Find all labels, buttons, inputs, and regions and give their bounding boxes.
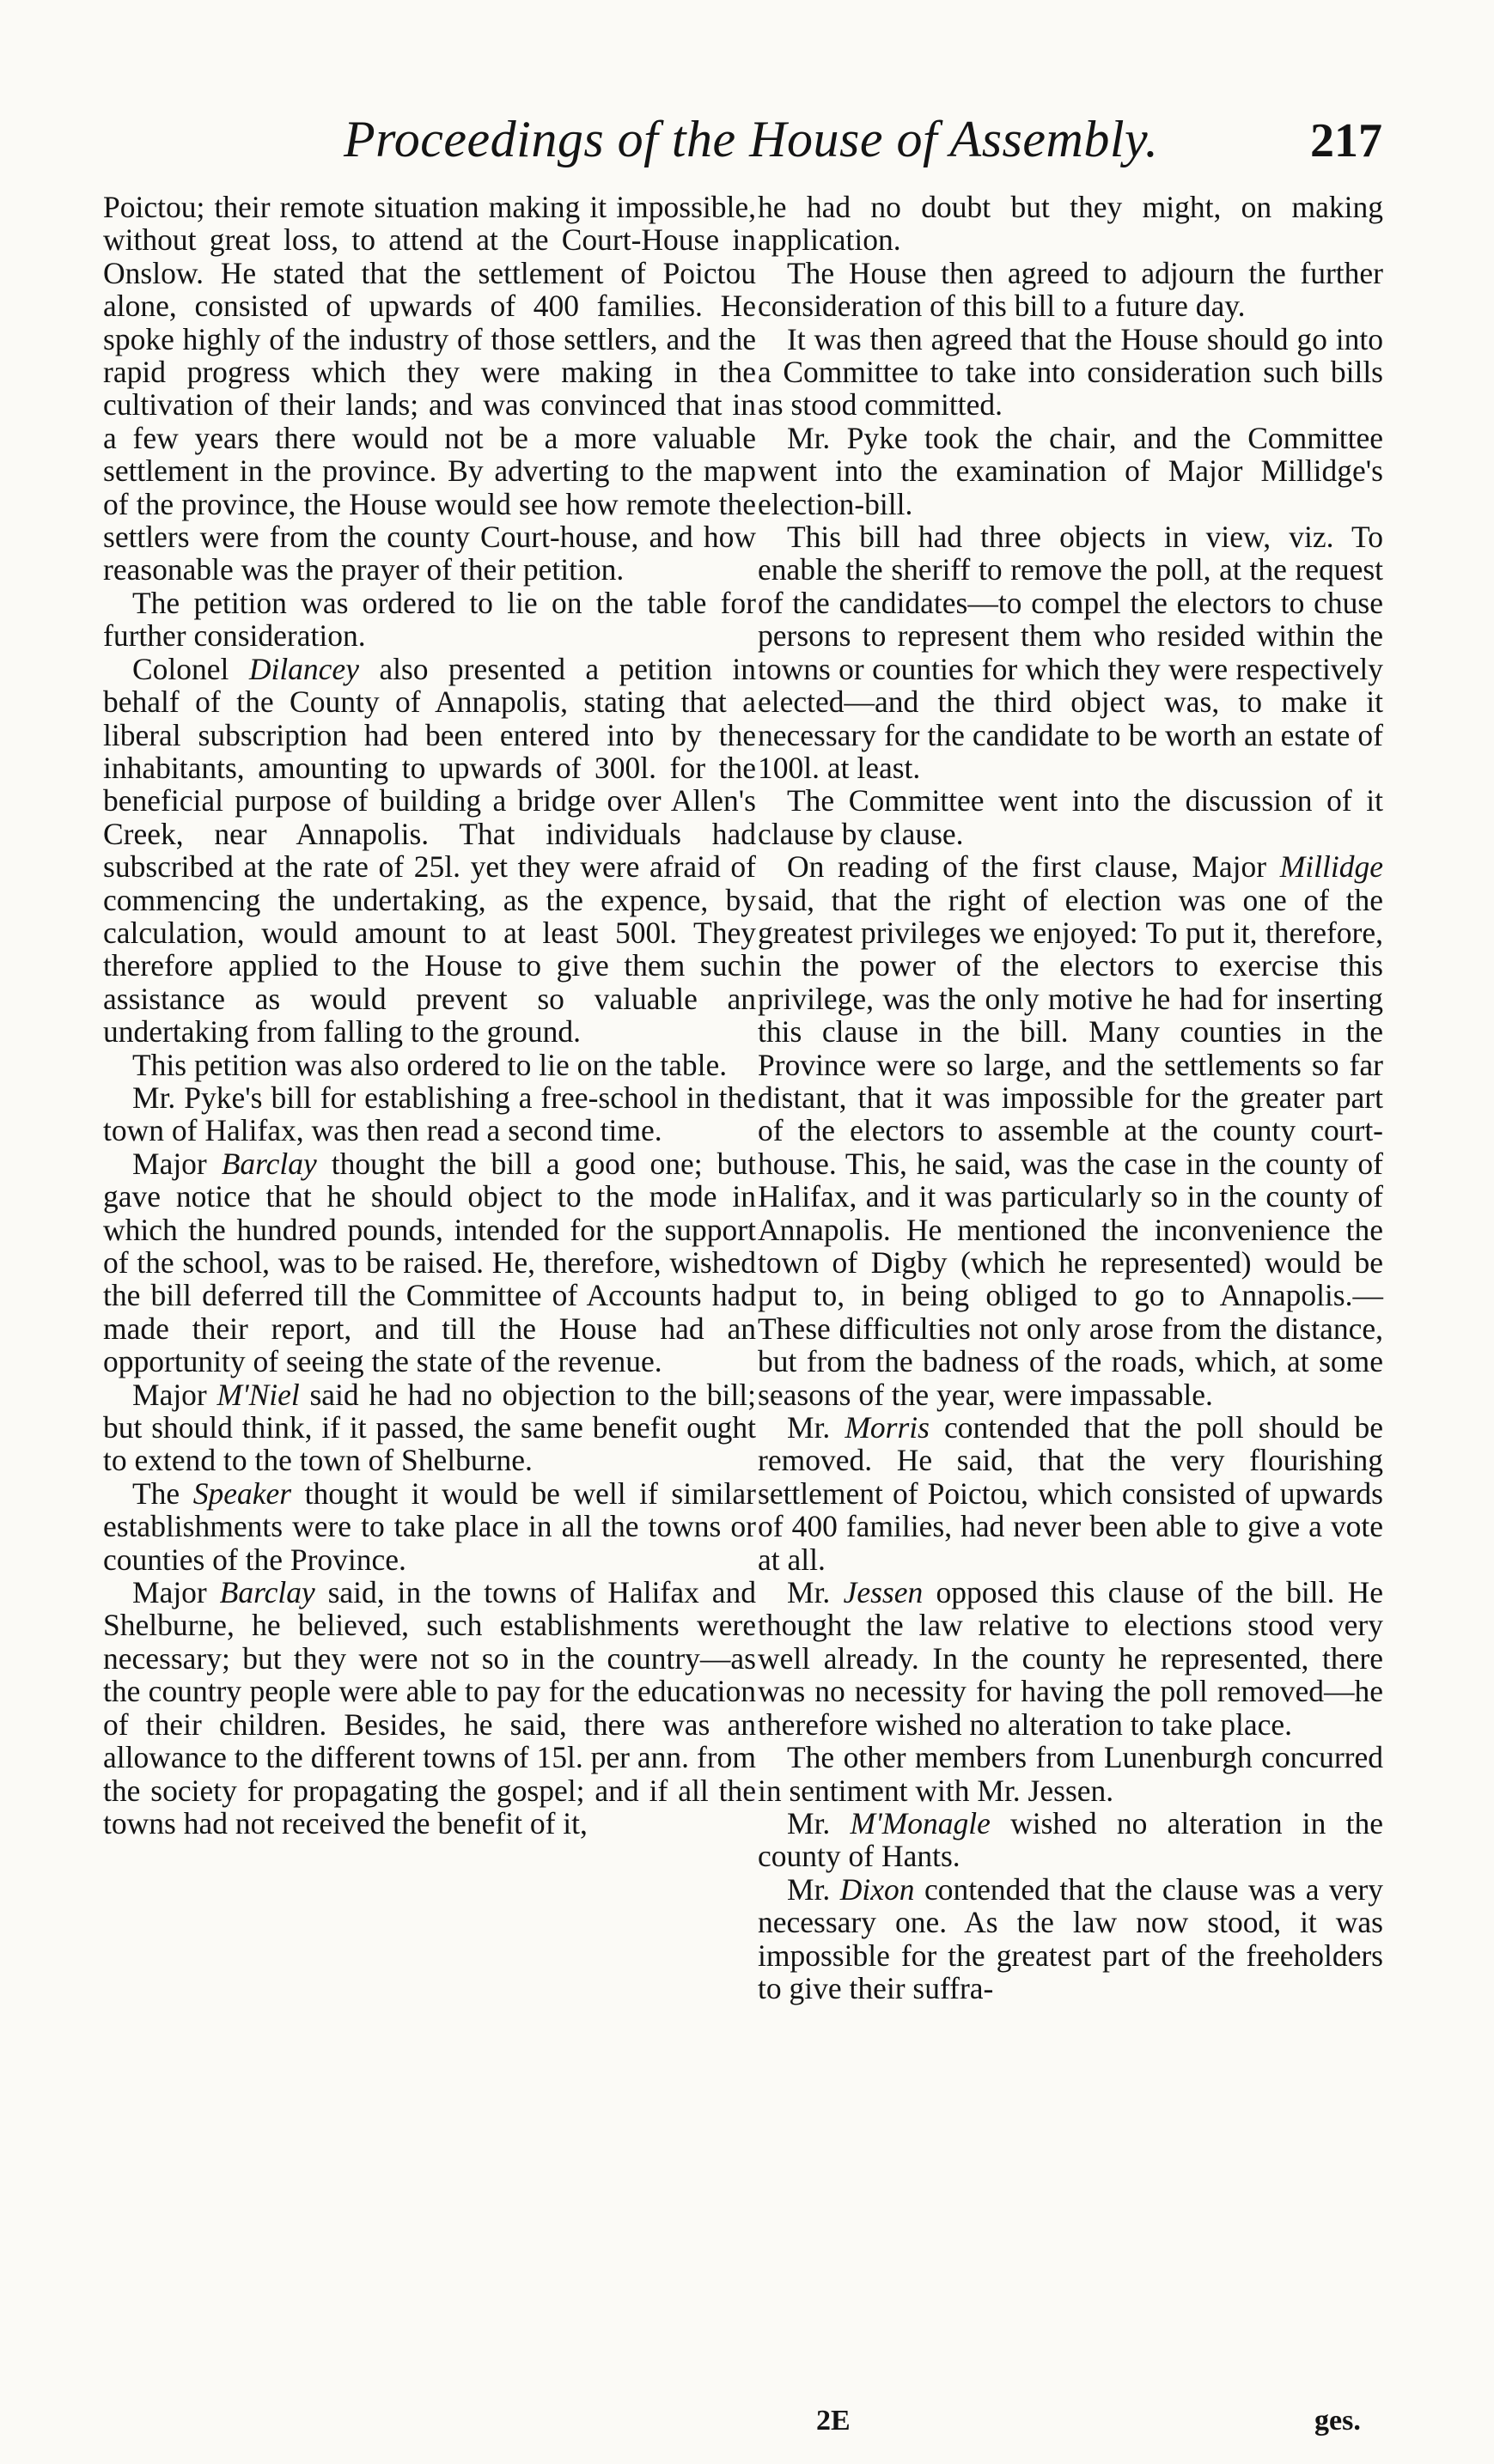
paragraph-text: Mr. xyxy=(787,1805,851,1840)
speaker-name: Jessen xyxy=(843,1575,924,1610)
paragraph-text: Mr. xyxy=(787,1410,845,1445)
signature-mark: 2E xyxy=(816,2405,851,2437)
paragraph-text: Major xyxy=(132,1377,217,1412)
paragraph-text: opposed this clause of the bill. He thought the law relative to elections stood very well already. In the county he represented, there was no necessity for having the poll removed—he therefore wished no alteration to take place. xyxy=(758,1575,1383,1742)
paragraph-text: thought it would be well if similar establishments were to take place in all the towns or counties of the Province. xyxy=(103,1475,756,1577)
right-column xyxy=(758,191,1383,2005)
page-header xyxy=(0,110,1494,187)
speaker-name: Dilancey xyxy=(248,651,359,686)
paragraph-text: also presented a petition in behalf of the County of Annapolis, stating that a liberal subscription had been entered into by the inhabitants, amounting to upwards of 300l. for the beneficial purpose of building a bridge over Allen's Creek, near Annapolis. That individuals had subscribed at the rate of 25l. yet they were afraid of commencing the undertaking, as the expence, by calculation, would amount to at least 500l. They therefore applied to the House to give them such assistance as would prevent so valuable an undertaking from falling to the ground. xyxy=(103,651,756,1049)
paragraph: The House then agreed to adjourn the further consideration of this bill to a future day. xyxy=(758,255,1383,324)
paragraph: Mr. Pyke took the chair, and the Committee went into the examination of Major Millidge's election-bill. xyxy=(758,420,1383,521)
speaker-name: Barclay xyxy=(221,1146,317,1181)
left-column xyxy=(103,191,756,1840)
paragraph xyxy=(758,1411,1383,1576)
paragraph-text: said, in the towns of Halifax and Shelburne, he believed, such establishments were necessary; but they were not so in the country—as the country people were able to pay for the education of their children. Besides, he said, there was an allowance to the different towns of 15l. per ann. from the society for propagating the gospel; and if all the towns had not received the benefit of it, xyxy=(103,1575,756,1840)
paragraph-text: Mr. xyxy=(787,1575,844,1610)
paragraph xyxy=(103,1477,756,1576)
paragraph xyxy=(758,1807,1383,1873)
speaker-name: M'Monagle xyxy=(850,1805,991,1840)
page-number: 217 xyxy=(1310,114,1382,167)
paragraph: Mr. Pyke's bill for establishing a free-school in the town of Halifax, was then read a second time. xyxy=(103,1080,756,1148)
paragraph: The other members from Lunenburgh concurred in sentiment with Mr. Jessen. xyxy=(758,1740,1383,1808)
paragraph-text: Colonel xyxy=(132,651,249,686)
paragraph-text: contended that the poll should be removed. He said, that the very flourishing settlement of Poictou, which consisted of upwards of 400 families, had never been able to give a vote at all. xyxy=(758,1410,1383,1577)
speaker-name: Barclay xyxy=(219,1575,315,1610)
paragraph: This bill had three objects in view, viz. To enable the sheriff to remove the poll, at the request of the candidates—to compel the electors to chuse persons to represent them who resided within the towns or counties for which they were respectively elected—and the third object was, to make it necessary for the candidate to be worth an estate of 100l. at least. xyxy=(758,520,1383,785)
speaker-name: Dixon xyxy=(839,1871,915,1907)
paragraph-text: thought the bill a good one; but gave notice that he should object to the mode in which the hundred pounds, intended for the support of the school, was to be raised. He, therefore, wished the bill deferred till the Committee of Accounts had made their report, and till the House had an opportunity of seeing the state of the revenue. xyxy=(103,1146,756,1379)
paragraph: The petition was ordered to lie on the table for further consideration. xyxy=(103,585,756,654)
paragraph-text: said he had no objection to the bill; but should think, if it passed, the same benefit ought to extend to the town of Shelburne. xyxy=(103,1377,756,1478)
paragraph-text: said, that the right of election was one of the greatest privileges we enjoyed: To put it, therefore, in the power of the electors to exercise this privilege, was the only motive he had for inserting this clause in the bill. Many counties in the Province were so large, and the settlements so far distant, that it was impossible for the greater part of the electors to assemble at the county court-house. This, he said, was the case in the county of Halifax, and it was particularly so in the county of Annapolis. He mentioned the inconvenience the town of Digby (which he represented) would be put to, in being obliged to go to Annapolis.—These difficulties not only arose from the distance, but from the badness of the roads, which, at some seasons of the year, were impassable. xyxy=(758,882,1383,1412)
paragraph xyxy=(103,1576,756,1840)
paragraph-text: On reading of the first clause, Major xyxy=(787,849,1280,885)
page-footer xyxy=(0,2405,1494,2448)
paragraph xyxy=(103,1147,756,1378)
paragraph-text: Mr. xyxy=(787,1871,840,1907)
paragraph-text: Major xyxy=(132,1146,222,1181)
paragraph xyxy=(103,1378,756,1477)
paragraph xyxy=(758,1576,1383,1741)
paragraph-text: The xyxy=(132,1475,193,1511)
paragraph: Poictou; their remote situation making it impossible, without great loss, to attend at the Court-House in Onslow. He stated that the settlement of Poictou alone, consisted of upwards of 400 families. He spoke highly of the industry of those settlers, and the rapid progress which they were making in the cultivation of their lands; and was convinced that in a few years there would not be a more valuable settlement in the province. By adverting to the map of the province, the House would see how remote the settlers were from the county Court-house, and how reasonable was the prayer of their petition. xyxy=(103,190,756,587)
speaker-name: Millidge xyxy=(1279,849,1383,885)
paragraph xyxy=(758,1873,1383,2005)
paragraph: It was then agreed that the House should go into a Committee to take into consideration such bills as stood committed. xyxy=(758,321,1383,423)
running-title: Proceedings of the House of Assembly. xyxy=(344,111,1159,167)
paragraph: he had no doubt but they might, on making application. xyxy=(758,190,1383,258)
speaker-name: Speaker xyxy=(192,1475,292,1511)
speaker-name: Morris xyxy=(845,1410,930,1445)
catchword: ges. xyxy=(1314,2405,1361,2437)
paragraph xyxy=(103,653,756,1049)
speaker-name: M'Niel xyxy=(216,1377,300,1412)
paragraph: This petition was also ordered to lie on the table. xyxy=(132,1047,728,1082)
paragraph xyxy=(758,850,1383,1411)
paragraph-text: wished no alteration in the county of Hants. xyxy=(758,1805,1383,1874)
paragraph-text: contended that the clause was a very necessary one. As the law now stood, it was impossible for the greatest part of the freeholders to give their suffra- xyxy=(758,1871,1383,2005)
paragraph: The Committee went into the discussion of it clause by clause. xyxy=(758,783,1383,851)
paragraph-text: Major xyxy=(132,1575,220,1610)
